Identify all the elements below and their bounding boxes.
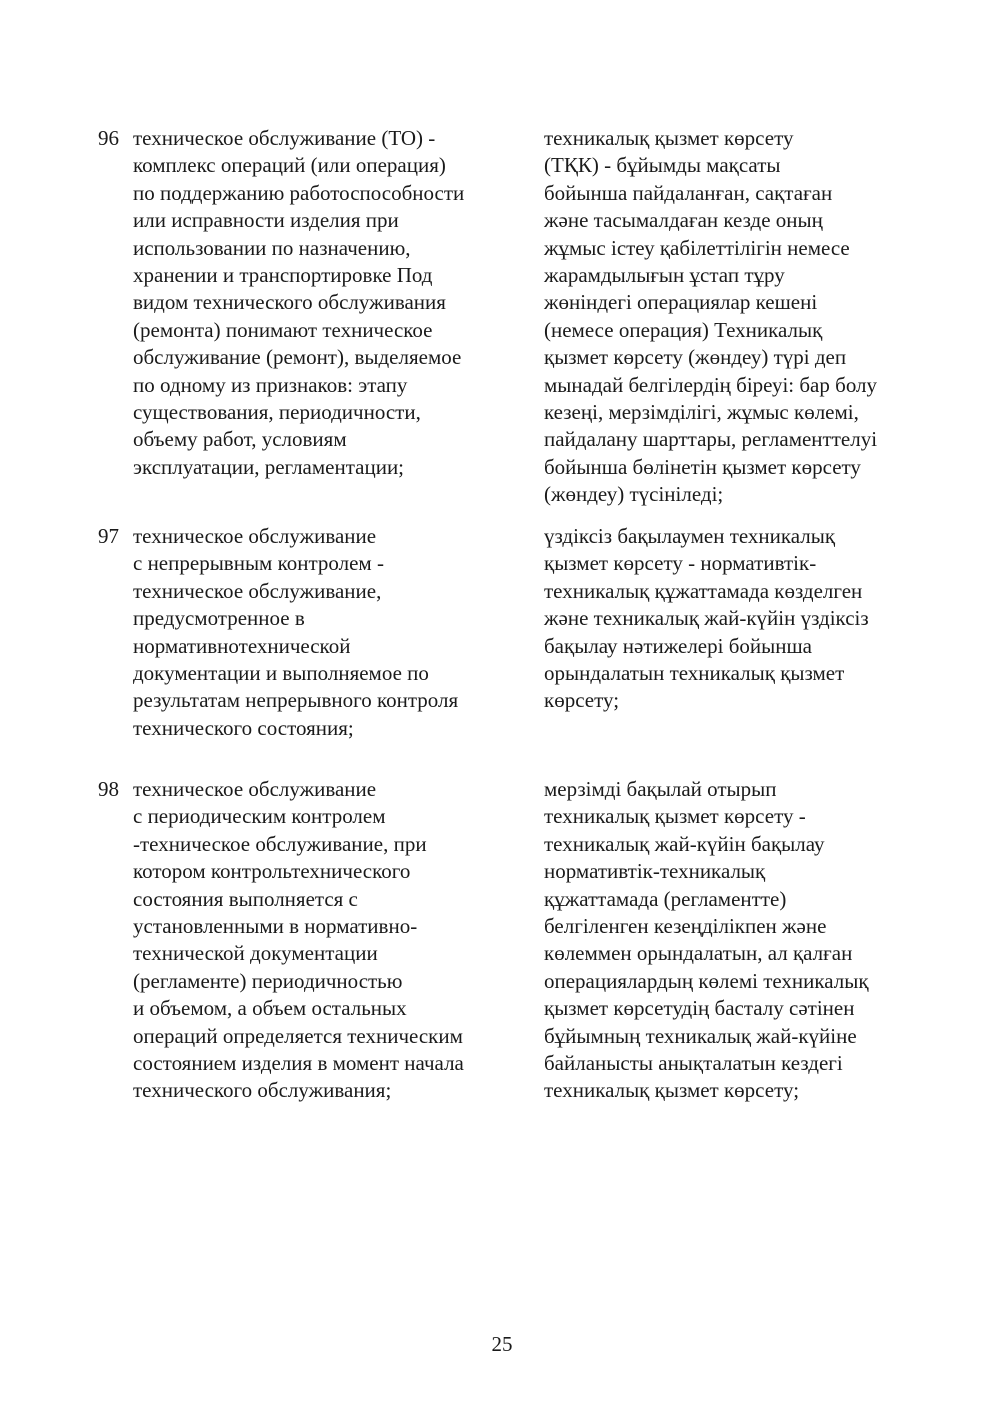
ru-line: техническое обслуживание,: [133, 578, 382, 603]
kk-line: бойынша бөлінетін қызмет көрсету: [544, 454, 861, 479]
kk-line: мынадай белгілердің біреуі: бар болу: [544, 372, 878, 397]
kk-line: белгіленген кезеңділікпен және: [544, 914, 827, 939]
kk-line: бұйымның техникалық жай-күйіне: [544, 1023, 857, 1048]
ru-line: технической документации: [133, 941, 378, 966]
ru-line: (регламенте) периодичностью: [133, 968, 403, 993]
page-number: 25: [491, 1332, 513, 1356]
kk-line: (ТҚК) - бұйымды мақсаты: [544, 153, 781, 178]
kk-line: операциялардың көлемі техникалық: [544, 968, 869, 993]
ru-line: объему работ, условиям: [133, 427, 347, 452]
ru-line: состоянием изделия в момент начала: [133, 1051, 464, 1076]
kk-line: техникалық қызмет көрсету -: [544, 804, 806, 829]
entry-number: 96: [98, 126, 119, 150]
kk-line: жөніндегі операциялар кешені: [544, 290, 818, 315]
kk-line: кезеңі, мерзімділігі, жұмыс көлемі,: [544, 400, 859, 425]
ru-line: технического состояния;: [133, 715, 354, 740]
kk-line: жарамдылығын ұстап тұру: [544, 263, 785, 288]
russian-term-definition: [133, 523, 508, 742]
ru-line: (ремонта) понимают техническое: [133, 317, 433, 342]
kk-line: қызмет көрсету (жөндеу) түрі деп: [544, 345, 847, 370]
ru-line: операций определяется техническим: [133, 1023, 463, 1048]
ru-line: состояния выполняется с: [133, 886, 358, 911]
kk-line: техникалық қызмет көрсету;: [544, 1078, 800, 1103]
ru-line: с периодическим контролем: [133, 804, 386, 829]
kk-line: жұмыс істеу қабілеттілігін немесе: [544, 235, 850, 260]
ru-line: техническое обслуживание: [133, 524, 377, 548]
ru-line: документации и выполняемое по: [133, 661, 429, 686]
kk-line: мерзімді бақылай отырып: [544, 777, 777, 801]
kk-line: бақылау нәтижелері бойынша: [544, 633, 812, 658]
ru-line: котором контрольтехнического: [133, 859, 411, 884]
kk-line: пайдалану шарттары, регламенттелуі: [544, 427, 878, 452]
ru-line: или исправности изделия при: [133, 208, 399, 233]
kk-line: техникалық құжаттамада көзделген: [544, 578, 863, 603]
kk-line: (жөндеу) түсініледі;: [544, 482, 724, 507]
kk-line: техникалық қызмет көрсету: [544, 126, 794, 150]
russian-term-definition: [133, 776, 508, 1105]
ru-line: с непрерывным контролем -: [133, 551, 384, 576]
ru-line: -техническое обслуживание, при: [133, 831, 427, 856]
kk-line: орындалатын техникалық қызмет: [544, 661, 845, 686]
ru-line: эксплуатации, регламентации;: [133, 454, 405, 479]
kk-line: көрсету;: [544, 688, 620, 713]
ru-line: результатам непрерывного контроля: [133, 688, 459, 713]
ru-line: техническое обслуживание (ТО) -: [133, 126, 436, 150]
ru-line: видом технического обслуживания: [133, 290, 446, 315]
kk-line: көлеммен орындалатын, ал қалған: [544, 941, 853, 966]
ru-line: предусмотренное в: [133, 606, 305, 631]
kk-line: және тасымалдаған кезде оның: [544, 208, 823, 233]
entry-number: 97: [98, 524, 119, 548]
ru-line: по одному из признаков: этапу: [133, 372, 408, 397]
kk-line: байланысты анықталатын кездегі: [544, 1051, 843, 1076]
kk-line: үздіксіз бақылаумен техникалық: [544, 524, 836, 548]
kk-line: қызмет көрсетудің басталу сәтінен: [544, 996, 855, 1021]
ru-line: нормативнотехнической: [133, 633, 351, 658]
ru-line: по поддержанию работоспособности: [133, 180, 465, 205]
kazakh-term-definition: [544, 523, 924, 715]
kk-line: нормативтік-техникалық: [544, 859, 766, 884]
kk-line: қызмет көрсету - нормативтік-: [544, 551, 817, 576]
russian-term-definition: [133, 125, 508, 481]
ru-line: и объемом, а объем остальных: [133, 996, 407, 1021]
kk-line: техникалық жай-күйін бақылау: [544, 831, 825, 856]
ru-line: использовании по назначению,: [133, 235, 411, 260]
ru-line: обслуживание (ремонт), выделяемое: [133, 345, 462, 370]
kk-line: бойынша пайдаланған, сақтаған: [544, 180, 833, 205]
ru-line: хранении и транспортировке Под: [133, 263, 433, 288]
ru-line: технического обслуживания;: [133, 1078, 392, 1103]
kk-line: (немесе операция) Техникалық: [544, 317, 823, 342]
ru-line: техническое обслуживание: [133, 777, 377, 801]
ru-line: комплекс операций (или операция): [133, 153, 446, 178]
ru-line: установленными в нормативно-: [133, 914, 418, 939]
kk-line: құжаттамада (регламентте): [544, 886, 787, 911]
kk-line: және техникалық жай-күйін үздіксіз: [544, 606, 869, 631]
entry-number: 98: [98, 777, 119, 801]
kazakh-term-definition: [544, 125, 924, 509]
ru-line: существования, периодичности,: [133, 400, 421, 425]
kazakh-term-definition: [544, 776, 924, 1105]
